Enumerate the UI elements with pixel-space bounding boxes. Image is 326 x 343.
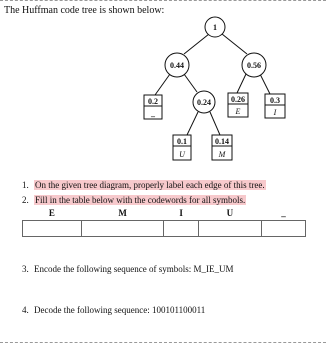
leaf-i-prob: 0.3 <box>270 96 280 105</box>
node-044-label: 0.44 <box>170 61 184 70</box>
leaf-m-symbol: M <box>218 150 226 159</box>
question-3-number: 3. <box>22 264 29 274</box>
question-1-text: On the given tree diagram, properly label each edge of this tree. <box>35 180 265 190</box>
edge-root-056 <box>222 34 247 54</box>
intro-text: The Huffman code tree is shown below: <box>4 5 165 16</box>
codeword-cell-u[interactable] <box>198 220 261 236</box>
leaf-underscore-prob: 0.2 <box>148 97 158 106</box>
leaf-u-prob: 0.1 <box>177 137 187 146</box>
question-1-number: 1. <box>22 180 29 190</box>
leaf-m-prob: 0.14 <box>215 137 229 146</box>
question-3 <box>22 264 233 274</box>
question-2-text: Fill in the table below with the codewords for all symbols. <box>35 195 246 205</box>
codeword-cell-i[interactable] <box>164 220 198 236</box>
question-4-number: 4. <box>22 305 29 315</box>
question-1 <box>22 180 266 190</box>
question-4-text: Decode the following sequence: 100101100011 <box>34 305 206 315</box>
leaf-e-symbol: E <box>235 107 241 116</box>
edge-044-024 <box>184 74 197 92</box>
header-underscore: _ <box>262 207 306 220</box>
leaf-underscore-symbol: _ <box>151 109 155 118</box>
codeword-cell-e[interactable] <box>23 220 82 236</box>
edge-056-03 <box>260 74 270 94</box>
edge-056-026 <box>237 74 246 93</box>
codeword-table-row <box>23 220 306 236</box>
edge-024-01 <box>187 112 198 135</box>
question-3-text: Encode the following sequence of symbols: M_IE_UM <box>34 264 234 274</box>
header-e: E <box>23 207 82 220</box>
question-4 <box>22 305 205 315</box>
leaf-u-symbol: U <box>179 150 185 159</box>
edge-024-014 <box>210 112 220 135</box>
question-2-number: 2. <box>22 195 29 205</box>
node-056-label: 0.56 <box>247 61 261 70</box>
leaf-e-prob: 0.26 <box>231 95 245 104</box>
node-024-label: 0.24 <box>197 98 211 107</box>
leaf-i-symbol: I <box>273 108 277 117</box>
header-i: I <box>164 207 198 220</box>
edge-044-02 <box>155 74 170 95</box>
codeword-cell-m[interactable] <box>81 220 164 236</box>
codeword-table-header <box>23 207 306 220</box>
codeword-cell-underscore[interactable] <box>262 220 306 236</box>
question-2 <box>22 195 246 205</box>
header-m: M <box>81 207 164 220</box>
header-u: U <box>198 207 261 220</box>
edge-root-044 <box>184 34 209 54</box>
node-root-label: 1 <box>213 23 217 32</box>
codeword-table <box>22 207 306 237</box>
